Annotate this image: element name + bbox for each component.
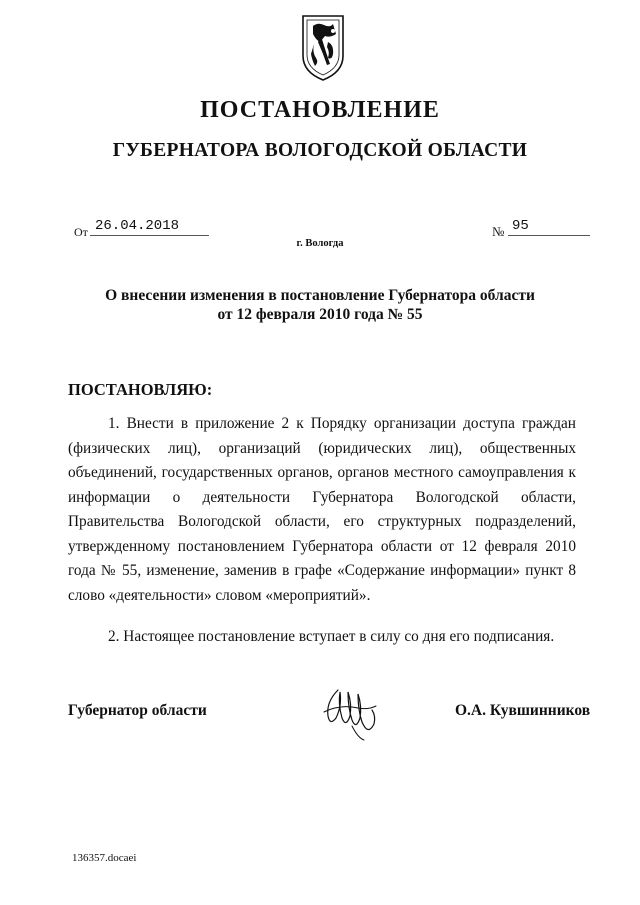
city-label: г. Вологда — [296, 238, 344, 249]
subject-line-1: О внесении изменения в постановление Губернатора области — [105, 287, 535, 304]
decree-word: ПОСТАНОВЛЯЮ: — [68, 380, 213, 399]
number-value: 95 — [508, 218, 590, 236]
signer-name: О.А. Кувшинников — [455, 702, 591, 719]
file-reference: 136357.docaei — [72, 852, 137, 864]
subject-line-2: от 12 февраля 2010 года № 55 — [217, 306, 423, 323]
signer-position: Губернатор области — [68, 702, 207, 719]
coat-of-arms-icon — [300, 12, 346, 84]
subject-heading — [0, 286, 640, 324]
signature-icon — [318, 682, 380, 742]
document-title: ПОСТАНОВЛЕНИЕ — [200, 97, 440, 123]
number-label: № — [492, 224, 505, 239]
date-label: От — [74, 225, 88, 239]
paragraph-2: 2. Настоящее постановление вступает в силу со дня его подписания. — [108, 628, 555, 645]
date-value: 26.04.2018 — [90, 218, 209, 236]
paragraph-1: 1. Внести в приложение 2 к Порядку организации доступа граждан (физических лиц), организаций (юридических лиц), общественных объединений, государственных органов, органов местного самоуправления к информации о деятельности Губернатора Вологодской области, Правительства Вологодской области, его структурных подразделений, утвержденному постановлением Губернатора области от 12 февраля 2010 года № 55, изменение, заменив в графе «Содержание информации» пункт 8 слово «деятельности» словом «мероприятий». — [68, 415, 576, 604]
document-issuer: ГУБЕРНАТОРА ВОЛОГОДСКОЙ ОБЛАСТИ — [112, 140, 528, 161]
